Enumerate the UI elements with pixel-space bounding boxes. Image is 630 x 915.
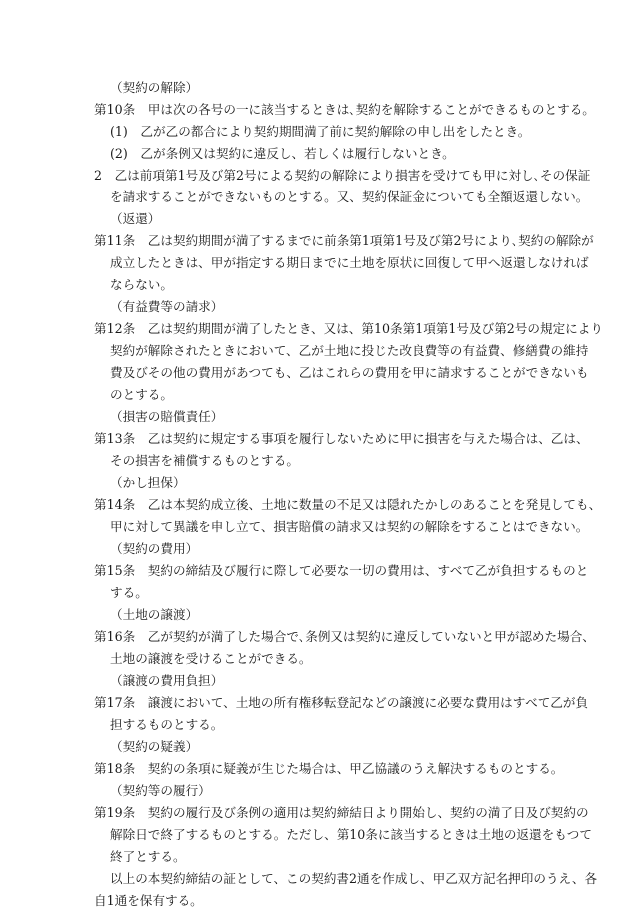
article-19-cont-2: 終了とする。 (110, 849, 186, 864)
article-16: 第16条 乙が契約が満了した場合で､条例又は契約に違反していないと甲が認めた場合、 (94, 629, 595, 644)
article-11: 第11条 乙は契約期間が満了するまでに前条第1項第1号及び第2号により､契約の解除が (94, 233, 594, 248)
article-14: 第14条 乙は本契約成立後、土地に数量の不足又は隠れたかしのあることを発見しても、 (94, 497, 602, 512)
article-12-cont-2: 費及びその他の費用があつても、乙はこれらの費用を甲に請求することができないも (110, 365, 589, 380)
article-17: 第17条 譲渡において、土地の所有権移転登記などの譲渡に必要な費用はすべて乙が負 (94, 695, 589, 710)
article-12: 第12条 乙は契約期間が満了したとき、又は、第10条第1項第1号及び第2号の規定により (94, 321, 603, 336)
article-18: 第18条 契約の条項に疑義が生じた場合は、甲乙協議のうえ解決するものとする。 (94, 761, 564, 776)
heading-contract-costs: （契約の費用） (110, 541, 199, 556)
heading-damage-liability: （損害の賠償責任） (110, 409, 224, 424)
article-15-cont: する。 (110, 585, 148, 600)
closing-statement-cont: 自1通を保有する。 (94, 893, 203, 908)
closing-statement: 以上の本契約締結の証として、この契約書2通を作成し、甲乙双方記名押印のうえ、各 (110, 871, 598, 886)
heading-contract-performance: （契約等の履行） (110, 783, 211, 798)
heading-beneficial-expenses: （有益費等の請求） (110, 299, 224, 314)
article-19-cont-1: 解除日で終了するものとする。ただし、第10条に該当するときは土地の返還をもつて (110, 827, 592, 842)
article-19: 第19条 契約の履行及び条例の適用は契約締結日より開始し、契約の満了日及び契約の (94, 805, 589, 820)
heading-return: （返還） (110, 211, 161, 226)
article-14-cont: 甲に対して異議を申し立て、損害賠償の請求又は契約の解除をすることはできない。 (110, 519, 589, 534)
article-17-cont: 担するものとする。 (110, 717, 224, 732)
article-13-cont: その損害を補償するものとする。 (110, 453, 299, 468)
article-12-cont-3: のとする。 (110, 387, 173, 402)
article-11-cont-1: 成立したときは、甲が指定する期日までに土地を原状に回復して甲へ返還しなければ (110, 255, 589, 270)
heading-transfer-costs: （譲渡の費用負担） (110, 673, 224, 688)
article-15: 第15条 契約の締結及び履行に際して必要な一切の費用は、すべて乙が負担するものと (94, 563, 589, 578)
article-13: 第13条 乙は契約に規定する事項を履行しないために甲に損害を与えた場合は、乙は、 (94, 431, 589, 446)
article-10-paragraph-2: 2 乙は前項第1号及び第2号による契約の解除により損害を受けても甲に対し､その保証 (94, 168, 591, 183)
article-10: 第10条 甲は次の各号の一に該当するときは､契約を解除することができるものとする。 (94, 102, 595, 117)
article-11-cont-2: ならない。 (110, 277, 173, 292)
article-10-item-1: (1) 乙が乙の都合により契約期間満了前に契約解除の申し出をしたとき。 (110, 124, 531, 139)
article-16-cont: 土地の譲渡を受けることができる。 (110, 651, 312, 666)
article-10-item-2: (2) 乙が条例又は契約に違反し、若しくは履行しないとき。 (110, 146, 455, 161)
heading-contract-termination: （契約の解除） (110, 80, 199, 95)
heading-defect-warranty: （かし担保） (110, 475, 186, 490)
heading-contract-doubts: （契約の疑義） (110, 739, 199, 754)
article-12-cont-1: 契約が解除されたときにおいて、乙が土地に投じた改良費等の有益費、修繕費の維持 (110, 343, 589, 358)
heading-land-transfer: （土地の譲渡） (110, 607, 199, 622)
article-10-paragraph-2-cont: を請求することができないものとする。又、契約保証金についても全額返還しない。 (110, 189, 589, 204)
